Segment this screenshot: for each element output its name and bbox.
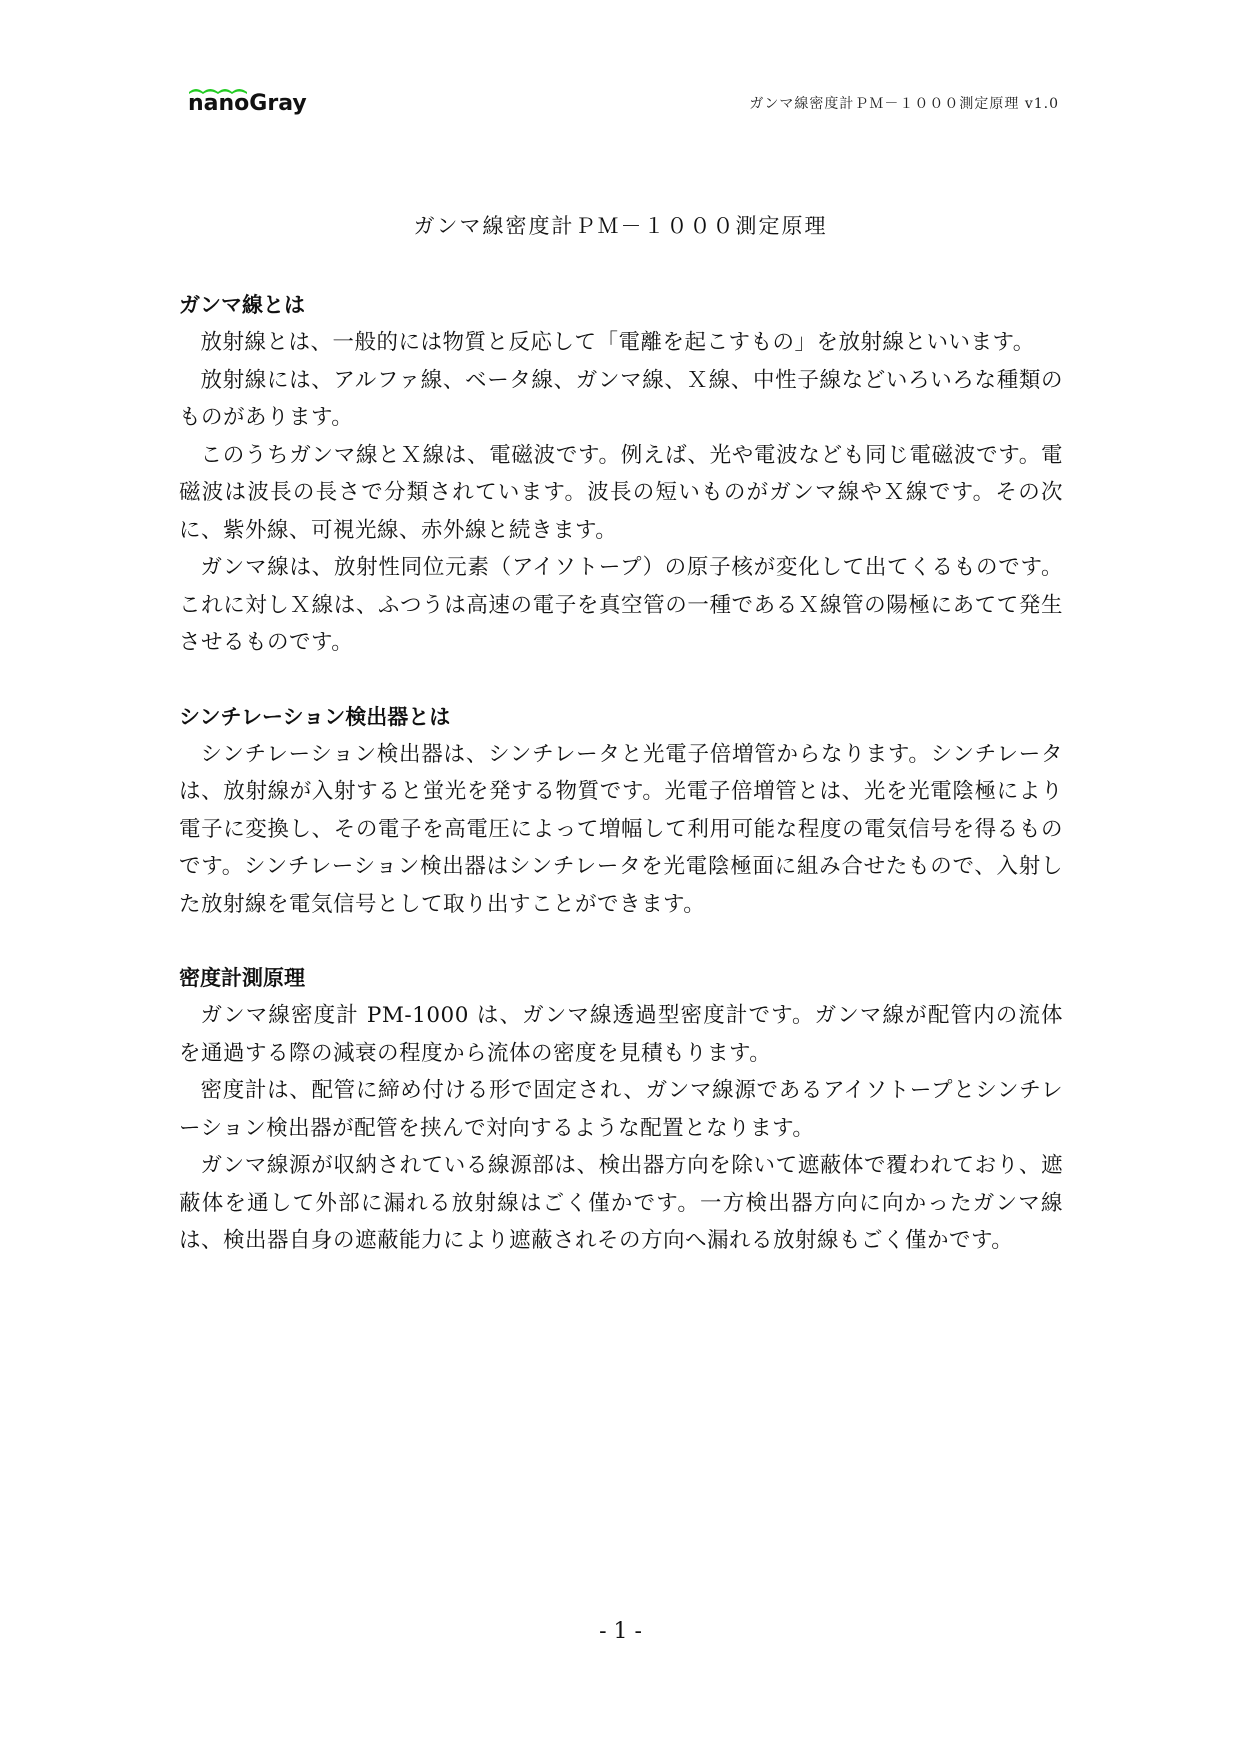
- section-heading: ガンマ線とは: [179, 293, 305, 317]
- running-header-title: ガンマ線密度計ＰＭ－１０００測定原理 v1.0: [749, 96, 1059, 112]
- section-spacer: [179, 923, 1063, 960]
- paragraph: 密度計は、配管に締め付ける形で固定され、ガンマ線源であるアイソトープとシンチレーション検出器が配管を挟んで対向するような配置となります。: [179, 1078, 1063, 1141]
- paragraph: 放射線には、アルファ線、ベータ線、ガンマ線、Ｘ線、中性子線などいろいろな種類のものがあります。: [179, 367, 1063, 430]
- page-number: - 1 -: [599, 1619, 642, 1644]
- paragraph: ガンマ線源が収納されている線源部は、検出器方向を除いて遮蔽体で覆われており、遮蔽体を通して外部に漏れる放射線はごく僅かです。一方検出器方向に向かったガンマ線は、検出器自身の遮蔽能力により遮蔽されその方向へ漏れる放射線もごく僅かです。: [179, 1153, 1063, 1253]
- section-heading: シンチレーション検出器とは: [179, 704, 451, 729]
- section-spacer: [179, 662, 1063, 699]
- section-density-principle: [179, 960, 1063, 1260]
- document-body: [179, 287, 1063, 1260]
- section-heading: 密度計測原理: [179, 966, 305, 990]
- logo-text: nanoGray: [188, 91, 307, 116]
- paragraph: ガンマ線密度計 PM-1000 は、ガンマ線透過型密度計です。ガンマ線が配管内の流体を通過する際の減衰の程度から流体の密度を見積もります。: [179, 1003, 1063, 1066]
- paragraph: シンチレーション検出器は、シンチレータと光電子倍増管からなります。シンチレータは、放射線が入射すると蛍光を発する物質です。光電子倍増管とは、光を光電陰極により電子に変換し、その電子を高電圧によって増幅して利用可能な程度の電気信号を得るものです。シンチレーション検出器はシンチレータを光電陰極面に組み合せたもので、入射した放射線を電気信号として取り出すことができます。: [179, 741, 1063, 917]
- section-scintillation-detector: [179, 699, 1063, 924]
- section-gamma-rays: [179, 287, 1063, 662]
- paragraph: ガンマ線は、放射性同位元素（アイソトープ）の原子核が変化して出てくるものです。これに対しＸ線は、ふつうは高速の電子を真空管の一種であるＸ線管の陽極にあてて発生させるものです。: [179, 555, 1063, 655]
- paragraph: このうちガンマ線とＸ線は、電磁波です。例えば、光や電波なども同じ電磁波です。電磁波は波長の長さで分類されています。波長の短いものがガンマ線やＸ線です。その次に、紫外線、可視光線、赤外線と続きます。: [179, 442, 1063, 543]
- paragraph: 放射線とは、一般的には物質と反応して「電離を起こすもの」を放射線といいます。: [200, 330, 1035, 355]
- document-title: ガンマ線密度計ＰＭ－１０００測定原理: [413, 214, 828, 238]
